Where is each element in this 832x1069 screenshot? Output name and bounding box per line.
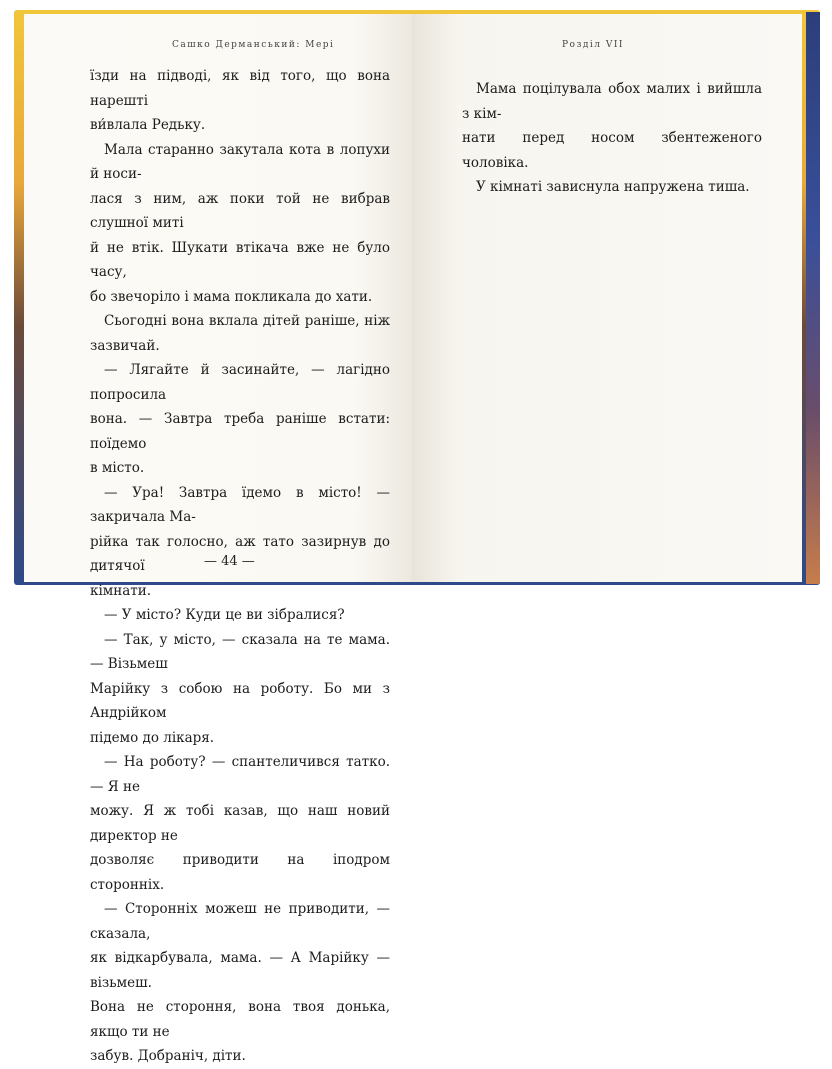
text-line: Сьогодні вона вклала дітей раніше, ніж зазвичай. [90, 313, 390, 354]
text-line: — У місто? Куди це ви зібралися? [104, 607, 345, 623]
right-page-text [462, 77, 762, 200]
text-line: Мала старанно закутала кота в лопухи й носи- [90, 141, 390, 182]
text-line: бо звечоріло і мама покликала до хати. [90, 288, 373, 305]
text-line: їзди на підводі, як від того, що вона нарешті [90, 68, 390, 109]
text-line: Вона не стороння, вона твоя донька, якщо ти не [90, 999, 390, 1040]
text-line: лася з ним, аж поки той не вибрав слушної миті [90, 190, 390, 231]
right-page [412, 14, 802, 582]
text-line: забув. Добраніч, діти. [90, 1048, 246, 1064]
text-line: рійка так голосно, аж тато зазирнув до дитячої [90, 533, 390, 574]
book-cover-edge [806, 12, 820, 584]
text-line: Мама поцілувала обох малих і вийшла з кім- [462, 81, 762, 122]
text-line: вона. — Завтра треба раніше встати: поїдемо [90, 411, 390, 452]
text-line: як відкарбувала, мама. — А Марійку — візьмеш. [90, 950, 390, 991]
text-line: — Ура! Завтра їдемо в місто! — закричала Ма- [90, 484, 390, 525]
page-number: — 44 — [204, 554, 255, 569]
text-line: й не втік. Шукати втікача вже не було часу, [90, 239, 390, 280]
running-header-right: Розділ VII [562, 40, 624, 50]
text-line: — На роботу? — спантеличився татко. — Я не [90, 754, 390, 795]
text-line: дозволяє приводити на іподром сторонніх. [90, 852, 390, 893]
text-line: в місто. [90, 460, 145, 476]
text-line: — Так, у місто, — сказала на те мама. — Візьмеш [90, 631, 390, 672]
text-line: нати перед носом збентеженого чоловіка. [462, 130, 762, 171]
left-page [24, 14, 412, 1064]
text-line: — Сторонніх можеш не приводити, — сказала, [90, 901, 390, 942]
text-line: У кімнаті зависнула напружена тиша. [476, 179, 750, 195]
running-header-left: Сашко Дерманський: Мері [172, 40, 335, 50]
text-line: — Лягайте й засинайте, — лагідно попросила [90, 362, 390, 403]
text-line: можу. Я ж тобі казав, що наш новий директор не [90, 803, 390, 844]
text-line: ви́влала Редьку. [90, 117, 206, 133]
text-line: підемо до лікаря. [90, 729, 215, 746]
text-line: Марійку з собою на роботу. Бо ми з Андрійком [90, 680, 390, 721]
text-line: кімнати. [90, 582, 152, 599]
